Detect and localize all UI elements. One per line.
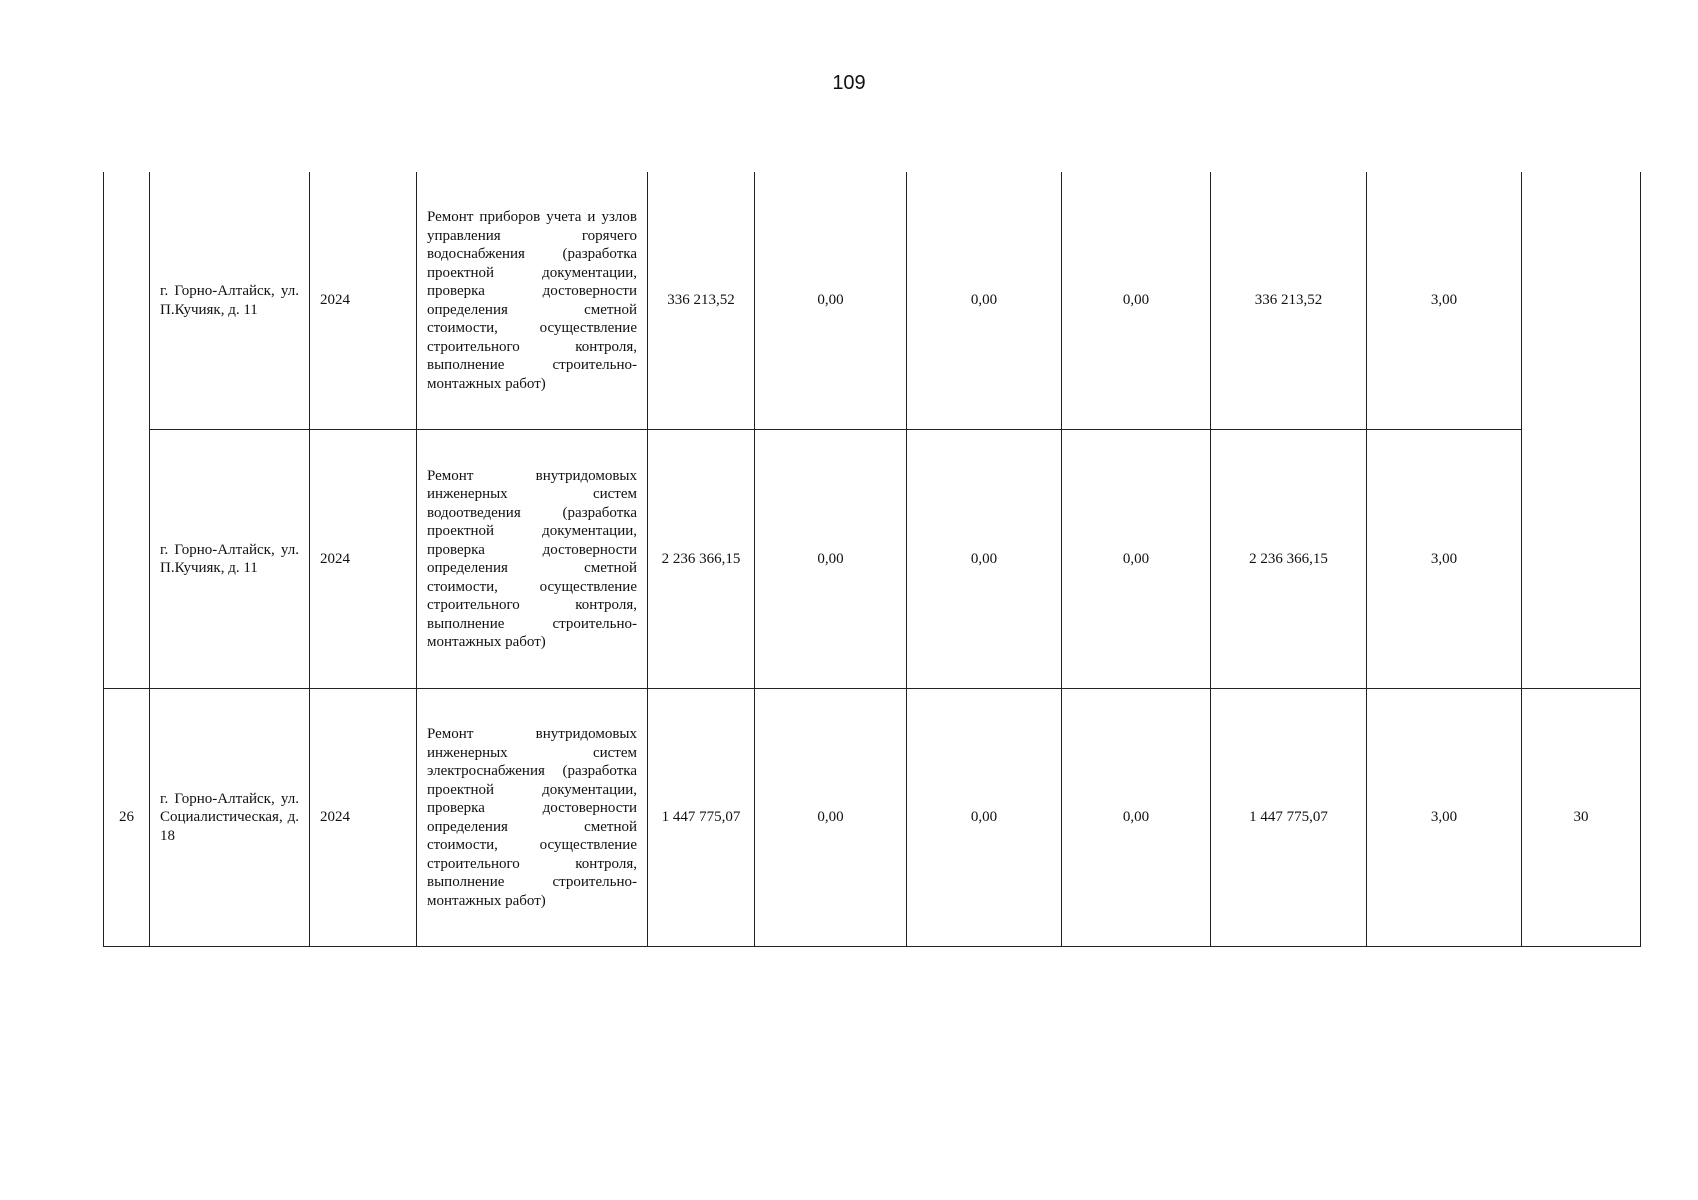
total-cost-cell: 1 447 775,07: [648, 689, 755, 947]
table-row: [104, 689, 1641, 947]
row-number-cell: [104, 172, 150, 689]
amount-cell-a: 0,00: [755, 689, 907, 947]
total-cost-cell: 2 236 366,15: [648, 430, 755, 689]
year-cell: 2024: [310, 172, 417, 430]
amount-cell-d: 1 447 775,07: [1211, 689, 1367, 947]
rate-cell: 3,00: [1367, 430, 1522, 689]
amount-cell-a: 0,00: [755, 172, 907, 430]
year-cell: 2024: [310, 689, 417, 947]
amount-cell-c: 0,00: [1062, 689, 1211, 947]
amount-cell-b: 0,00: [907, 430, 1062, 689]
amount-cell-c: 0,00: [1062, 172, 1211, 430]
year-cell: 2024: [310, 430, 417, 689]
page-number: 109: [832, 72, 866, 94]
work-description-cell: Ремонт приборов учета и узлов управления горячего водоснабжения (разработка проектной документации, проверка достоверности определения сметной стоимости, осуществление строительного контроля, выполнение строительно-монтажных работ): [417, 172, 648, 430]
amount-cell-b: 0,00: [907, 172, 1062, 430]
table-row: [104, 172, 1641, 430]
last-column-cell: [1522, 172, 1641, 689]
address-cell: г. Горно-Алтайск, ул. П.Кучияк, д. 11: [150, 172, 310, 430]
address-cell: г. Горно-Алтайск, ул. Социалистическая, д. 18: [150, 689, 310, 947]
work-description-cell: Ремонт внутридомовых инженерных систем водоотведения (разработка проектной документации, проверка достоверности определения сметной стоимости, осуществление строительного контроля, выполнение строительно-монтажных работ): [417, 430, 648, 689]
total-cost-cell: 336 213,52: [648, 172, 755, 430]
last-column-cell: 30: [1522, 689, 1641, 947]
amount-cell-b: 0,00: [907, 689, 1062, 947]
table-row: [104, 430, 1641, 689]
rate-cell: 3,00: [1367, 172, 1522, 430]
works-table: [103, 172, 1641, 947]
rate-cell: 3,00: [1367, 689, 1522, 947]
amount-cell-c: 0,00: [1062, 430, 1211, 689]
amount-cell-d: 2 236 366,15: [1211, 430, 1367, 689]
work-description-cell: Ремонт внутридомовых инженерных систем электроснабжения (разработка проектной документации, проверка достоверности определения сметной стоимости, осуществление строительного контроля, выполнение строительно-монтажных работ): [417, 689, 648, 947]
amount-cell-a: 0,00: [755, 430, 907, 689]
row-number-cell: 26: [104, 689, 150, 947]
amount-cell-d: 336 213,52: [1211, 172, 1367, 430]
address-cell: г. Горно-Алтайск, ул. П.Кучияк, д. 11: [150, 430, 310, 689]
